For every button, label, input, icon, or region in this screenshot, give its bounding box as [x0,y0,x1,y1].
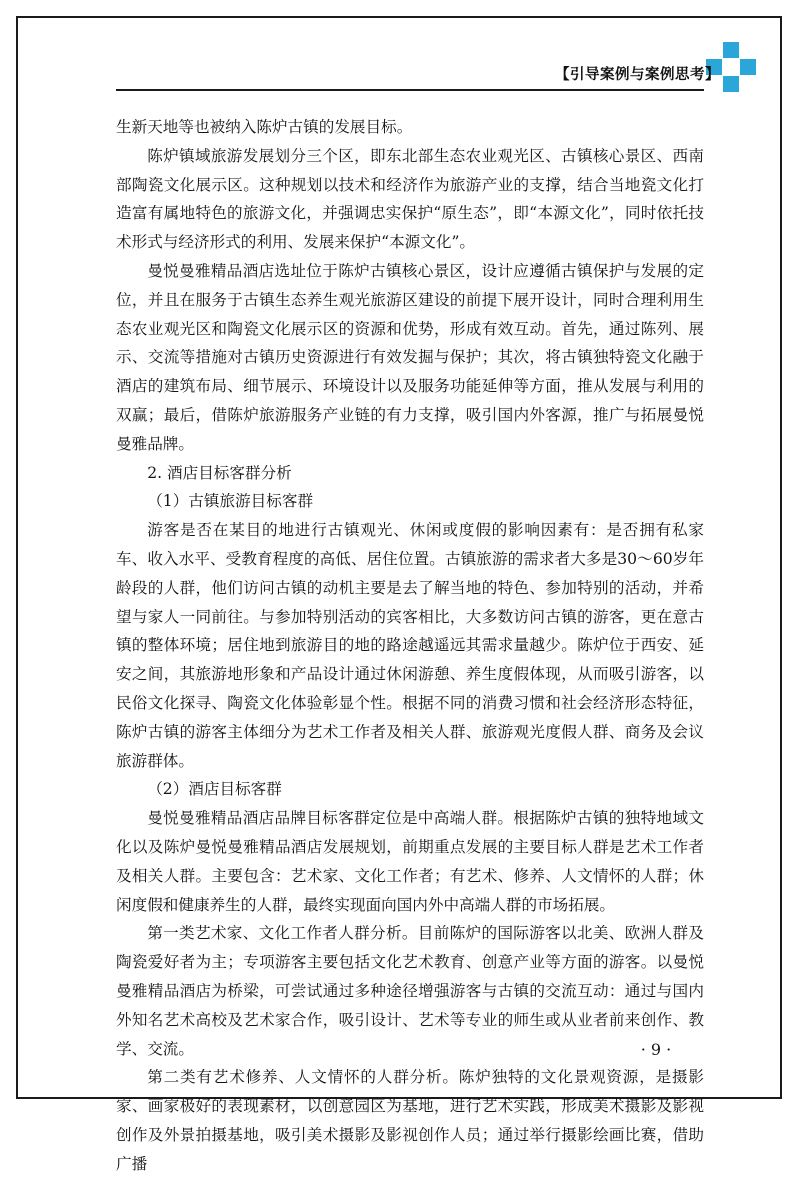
section-heading: 2. 酒店目标客群分析 [147,463,292,482]
paragraph: 第二类有艺术修养、人文情怀的人群分析。陈炉独特的文化景观资源，是摄影家、画家极好的表现素材，以创意园区为基地，进行艺术实践，形成美术摄影及影视创作及外景拍摄基地，吸引美术摄影及影视创作人员；通过举行摄影绘画比赛，借助广播 [116,1068,704,1173]
paragraph: 陈炉镇域旅游发展划分三个区，即东北部生态农业观光区、古镇核心景区、西南部陶瓷文化展示区。这种规划以技术和经济作为旅游产业的支撑，结合当地瓷文化打造富有属地特色的旅游文化，并强调忠实保护“原生态”，即“本源文化”，同时依托技术形式与经济形式的利用、发展来保护“本源文化”。 [116,146,704,252]
paragraph: 生新天地等也被纳入陈炉古镇的发展目标。 [116,118,413,136]
page-number: · 9 · [640,1040,672,1059]
corner-block [723,42,739,58]
subsection-heading: （1）古镇旅游目标客群 [147,492,314,511]
corner-block [723,76,739,92]
subsection-heading: （2）酒店目标客群 [147,780,282,799]
paragraph: 游客是否在某目的地进行古镇观光、休闲或度假的影响因素有：是否拥有私家车、收入水平、受教育程度的高低、居住位置。古镇旅游的需求者大多是30～60岁年龄段的人群，他们访问古镇的动机主要是去了解当地的特色、参加特别的活动，并希望与家人一同前往。与参加特别活动的宾客相比，大多数访问古镇的游客，更在意古镇的整体环境；居住地到旅游目的地的路途越遥远其需求量越少。陈炉位于西安、延安之间，其旅游地形象和产品设计通过休闲游憩、养生度假体现，从而吸引游客，以民俗文化探寻、陶瓷文化体验彰显个性。根据不同的消费习惯和社会经济形态特征，陈炉古镇的游客主体细分为艺术工作者及相关人群、旅游观光度假人群、商务及会议旅游群体。 [116,521,704,770]
header-rule [116,89,704,91]
running-header: 【引导案例与案例思考】 [555,67,720,83]
paragraph: 第一类艺术家、文化工作者人群分析。目前陈炉的国际游客以北美、欧洲人群及陶瓷爱好者为主；专项游客主要包括文化艺术教育、创意产业等方面的游客。以曼悦曼雅精品酒店为桥梁，可尝试通过多种途径增强游客与古镇的交流互动：通过与国内外知名艺术高校及艺术家合作，吸引设计、艺术等专业的师生或从业者前来创作、教学、交流。 [116,924,704,1058]
paragraph: 曼悦曼雅精品酒店品牌目标客群定位是中高端人群。根据陈炉古镇的独特地域文化以及陈炉曼悦曼雅精品酒店发展规划，前期重点发展的主要目标人群是艺术工作者及相关人群。主要包含：艺术家、文化工作者；有艺术、修养、人文情怀的人群；休闲度假和健康养生的人群，最终实现面向国内外中高端人群的市场拓展。 [116,809,704,914]
corner-block [740,59,756,75]
paragraph: 曼悦曼雅精品酒店选址位于陈炉古镇核心景区，设计应遵循古镇保护与发展的定位，并且在服务于古镇生态养生观光旅游区建设的前提下展开设计，同时合理利用生态农业观光区和陶瓷文化展示区的资源和优势，形成有效互动。首先，通过陈列、展示、交流等措施对古镇历史资源进行有效发掘与保护；其次，将古镇独特瓷文化融于酒店的建筑布局、细节展示、环境设计以及服务功能延伸等方面，推从发展与利用的双赢；最后，借陈炉旅游服务产业链的有力支撑，吸引国内外客源，推广与拓展曼悦曼雅品牌。 [116,261,704,453]
body-text [116,113,704,1178]
